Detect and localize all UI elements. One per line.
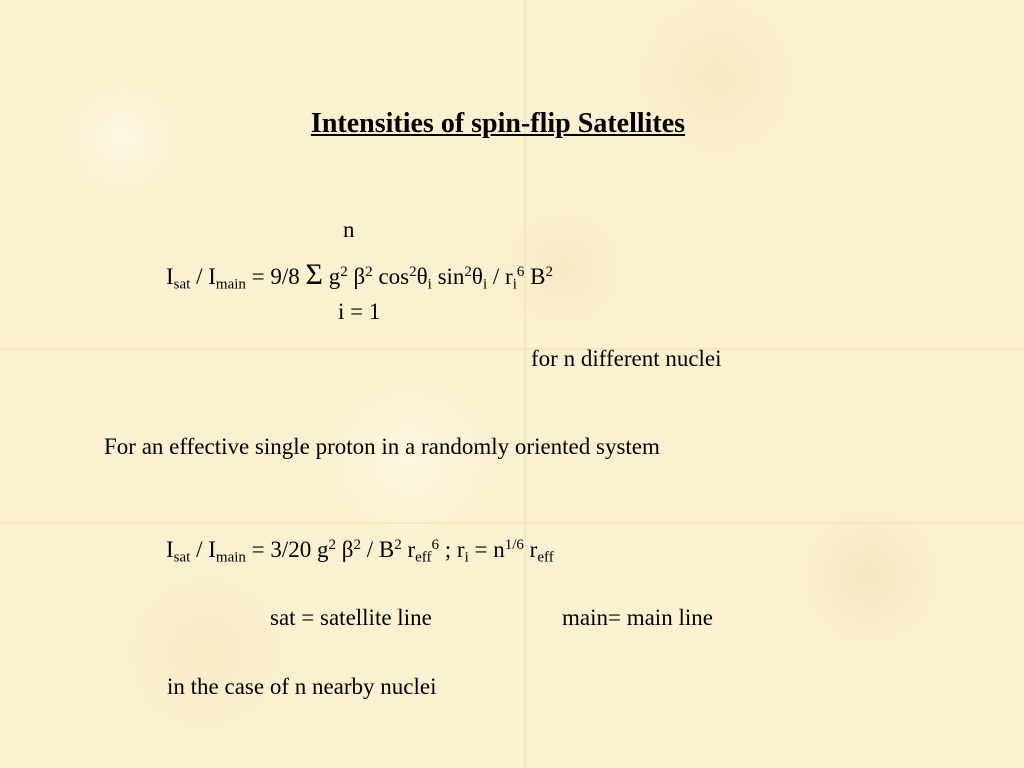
subscript: main xyxy=(215,549,246,566)
superscript: 2 xyxy=(409,263,417,280)
sum-lower-limit: i = 1 xyxy=(338,299,381,324)
formula-text: r xyxy=(401,537,416,562)
formula-effective xyxy=(166,536,554,566)
nuclei-note: for n different nuclei xyxy=(531,346,722,371)
superscript: 6 xyxy=(431,536,440,553)
superscript: 2 xyxy=(340,263,348,280)
formula-text: cos xyxy=(372,264,410,289)
superscript: 6 xyxy=(516,263,525,280)
formula-text: β xyxy=(336,537,354,562)
formula-text: g xyxy=(323,264,341,289)
sigma-symbol: Σ xyxy=(305,258,323,291)
formula-text: / B xyxy=(360,537,395,562)
subscript: i xyxy=(512,276,517,293)
formula-text: θ xyxy=(471,264,483,289)
formula-text: = 9/8 xyxy=(245,264,306,289)
formula-text: B xyxy=(524,264,546,289)
superscript: 2 xyxy=(394,536,402,553)
texture-seam-horizontal xyxy=(0,522,1024,524)
legend-main: main= main line xyxy=(562,605,713,630)
footer-note: in the case of n nearby nuclei xyxy=(167,674,437,699)
statement-text: For an effective single proton in a randomly oriented system xyxy=(104,434,660,459)
superscript: 2 xyxy=(353,536,361,553)
formula-text: β xyxy=(347,264,366,289)
formula-text: / I xyxy=(190,264,216,289)
slide-title: Intensities of spin-flip Satellites xyxy=(310,108,686,139)
formula-text: I xyxy=(166,537,174,562)
texture-seam-horizontal xyxy=(0,348,1024,350)
subscript: eff xyxy=(537,549,554,566)
superscript: 2 xyxy=(464,263,472,280)
formula-text: = 3/20 g xyxy=(245,537,329,562)
subscript: sat xyxy=(173,276,191,293)
subscript: sat xyxy=(173,549,191,566)
superscript: 1/6 xyxy=(504,536,524,553)
subscript: i xyxy=(482,276,488,293)
subscript: i xyxy=(464,549,469,566)
formula-text: ; r xyxy=(439,537,465,562)
formula-text: / r xyxy=(487,264,513,289)
subscript: main xyxy=(215,276,246,293)
formula-text: r xyxy=(523,537,538,562)
formula-text: θ xyxy=(416,264,428,289)
superscript: 2 xyxy=(545,263,553,280)
formula-text: = n xyxy=(468,537,505,562)
subscript: eff xyxy=(415,549,432,566)
sum-upper-limit: n xyxy=(343,217,355,242)
subscript: i xyxy=(427,276,432,293)
formula-text: I xyxy=(166,264,174,289)
formula-text: / I xyxy=(190,537,216,562)
formula-summation xyxy=(166,258,553,293)
legend-sat: sat = satellite line xyxy=(270,605,432,630)
superscript: 2 xyxy=(365,263,373,280)
superscript: 2 xyxy=(328,536,337,553)
formula-text: sin xyxy=(431,264,465,289)
